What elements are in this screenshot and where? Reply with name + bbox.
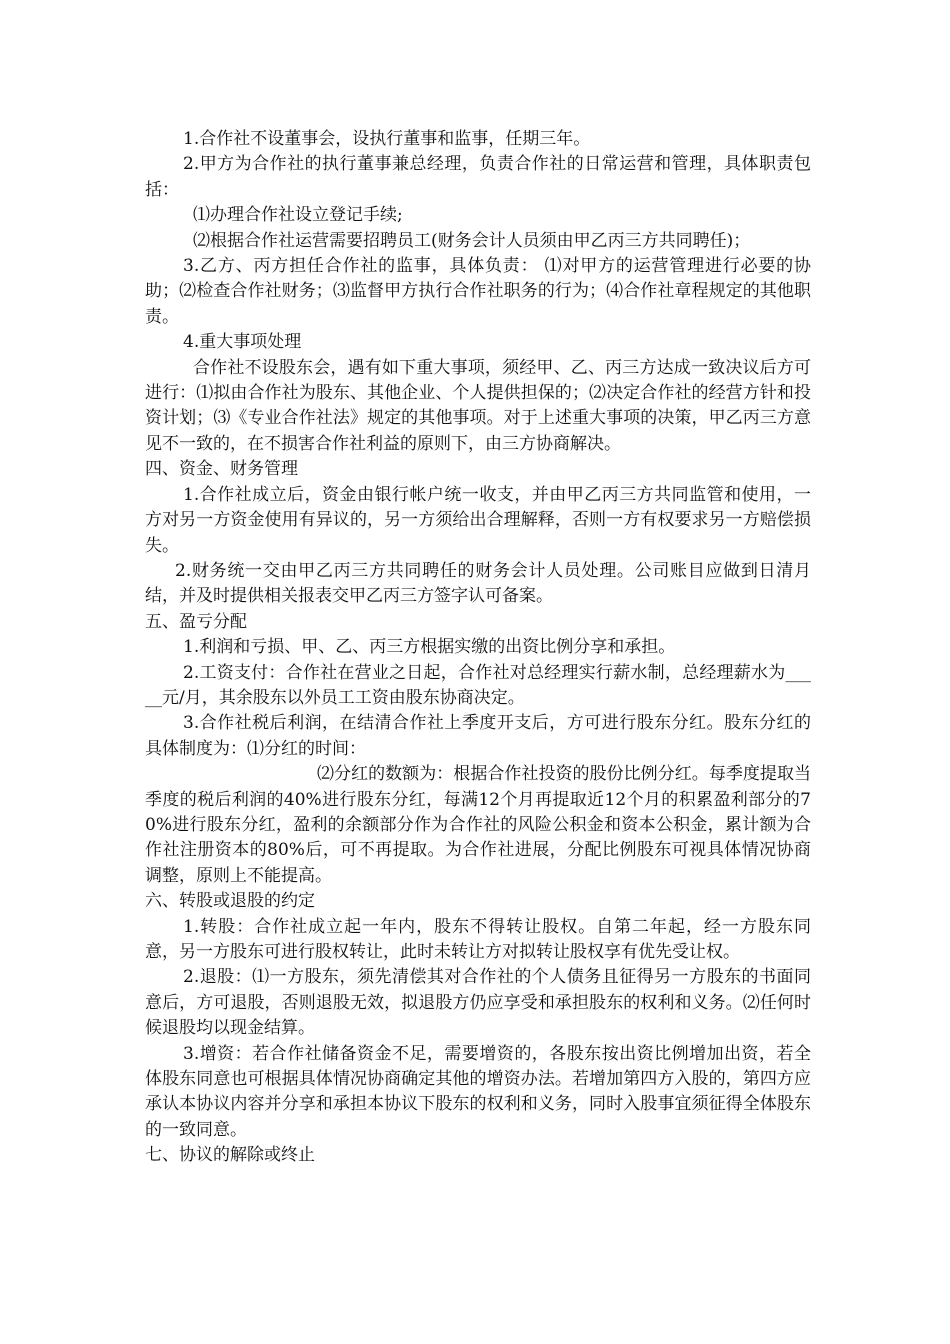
paragraph-dividend-amount: ⑵分红的数额为：根据合作社投资的股份比例分红。每季度提取当季度的税后利润的40%进行股东分红，每满12个月再提取近12个月的积累盈利部分的70%进行股东分红，盈利的余额部分作为合作社的风险公积金和资本公积金，累计额为合作社注册资本的80%后，可不再提取。为合作社进展，分配比例股东可视具体情况协商调整，原则上不能提高。 [145,764,811,886]
paragraph-bank-account: 1.合作社成立后，资金由银行帐户统一收支，并由甲乙丙三方共同监管和使用，一方对另一方资金使用有异议的，另一方须给出合理解释，否则一方有权要求另一方赔偿损失。 [145,484,811,556]
paragraph-transfer: 1.转股：合作社成立起一年内，股东不得转让股权。自第二年起，经一方股东同意，另一方股东可进行股权转让，此时未转让方对拟转让股权享有优先受让权。 [145,916,811,962]
paragraph-registration: ⑴办理合作社设立登记手续; [193,205,403,226]
paragraph-capital-increase: 3.增资：若合作社储备资金不足，需要增资的，各股东按出资比例增加出资，若全体股东同意也可根据具体情况协商确定其他的增资办法。若增加第四方入股的，第四方应承认本协议内容并分享和承担本协议下股东的权利和义务，同时入股事宜须征得全体股东的一致同意。 [145,1043,811,1140]
paragraph-accounting: 2.财务统一交由甲乙丙三方共同聘任的财务会计人员处理。公司账目应做到日清月结，并及时提供相关报表交甲乙丙三方签字认可备案。 [145,560,811,607]
paragraph-executive-director: 2.甲方为合作社的执行董事兼总经理，负责合作社的日常运营和管理，具体职责包括： [145,154,811,200]
section-heading-profit: 五、盈亏分配 [145,611,247,632]
paragraph-dividend: 3.合作社税后利润，在结清合作社上季度开支后，方可进行股东分红。股东分红的具体制度为：⑴分红的时间： [145,713,811,759]
paragraph-major-matters: 合作社不设股东会，遇有如下重大事项，须经甲、乙、丙三方达成一致决议后方可进行：⑴拟由合作社为股东、其他企业、个人提供担保的；⑵决定合作社的经营方针和投资计划；⑶《专业合作社法》规定的其他事项。对于上述重大事项的决策，甲乙丙三方意见不一致的，在不损害合作社利益的原则下，由三方协商解决。 [145,357,811,454]
paragraph-profit-loss: 1.利润和亏损、甲、乙、丙三方根据实缴的出资比例分享和承担。 [183,637,676,658]
document-page [145,127,811,1169]
paragraph-withdrawal: 2.退股：⑴一方股东，须先清偿其对合作社的个人债务且征得另一方股东的书面同意后，方可退股，否则退股无效，拟退股方仍应享受和承担股东的权利和义务。⑵任何时候退股均以现金结算。 [145,967,811,1039]
paragraph-major-matters-title: 4.重大事项处理 [183,332,302,353]
section-heading-finance: 四、资金、财务管理 [145,459,298,480]
section-heading-termination: 七、协议的解除或终止 [145,1145,315,1166]
paragraph-recruitment: ⑵根据合作社运营需要招聘员工(财务会计人员须由甲乙丙三方共同聘任)； [193,230,751,251]
paragraph-salary: 2.工资支付：合作社在营业之日起，合作社对总经理实行薪水制，总经理薪水为_____元/月，其余股东以外员工工资由股东协商决定。 [145,662,811,708]
section-heading-transfer: 六、转股或退股的约定 [145,891,315,912]
paragraph-board: 1.合作社不设董事会，设执行董事和监事，任期三年。 [183,129,591,149]
paragraph-supervisors: 3.乙方、丙方担任合作社的监事，具体负责： ⑴对甲方的运营管理进行必要的协助；⑵检查合作社财务；⑶监督甲方执行合作社职务的行为；⑷合作社章程规定的其他职责。 [145,256,811,327]
